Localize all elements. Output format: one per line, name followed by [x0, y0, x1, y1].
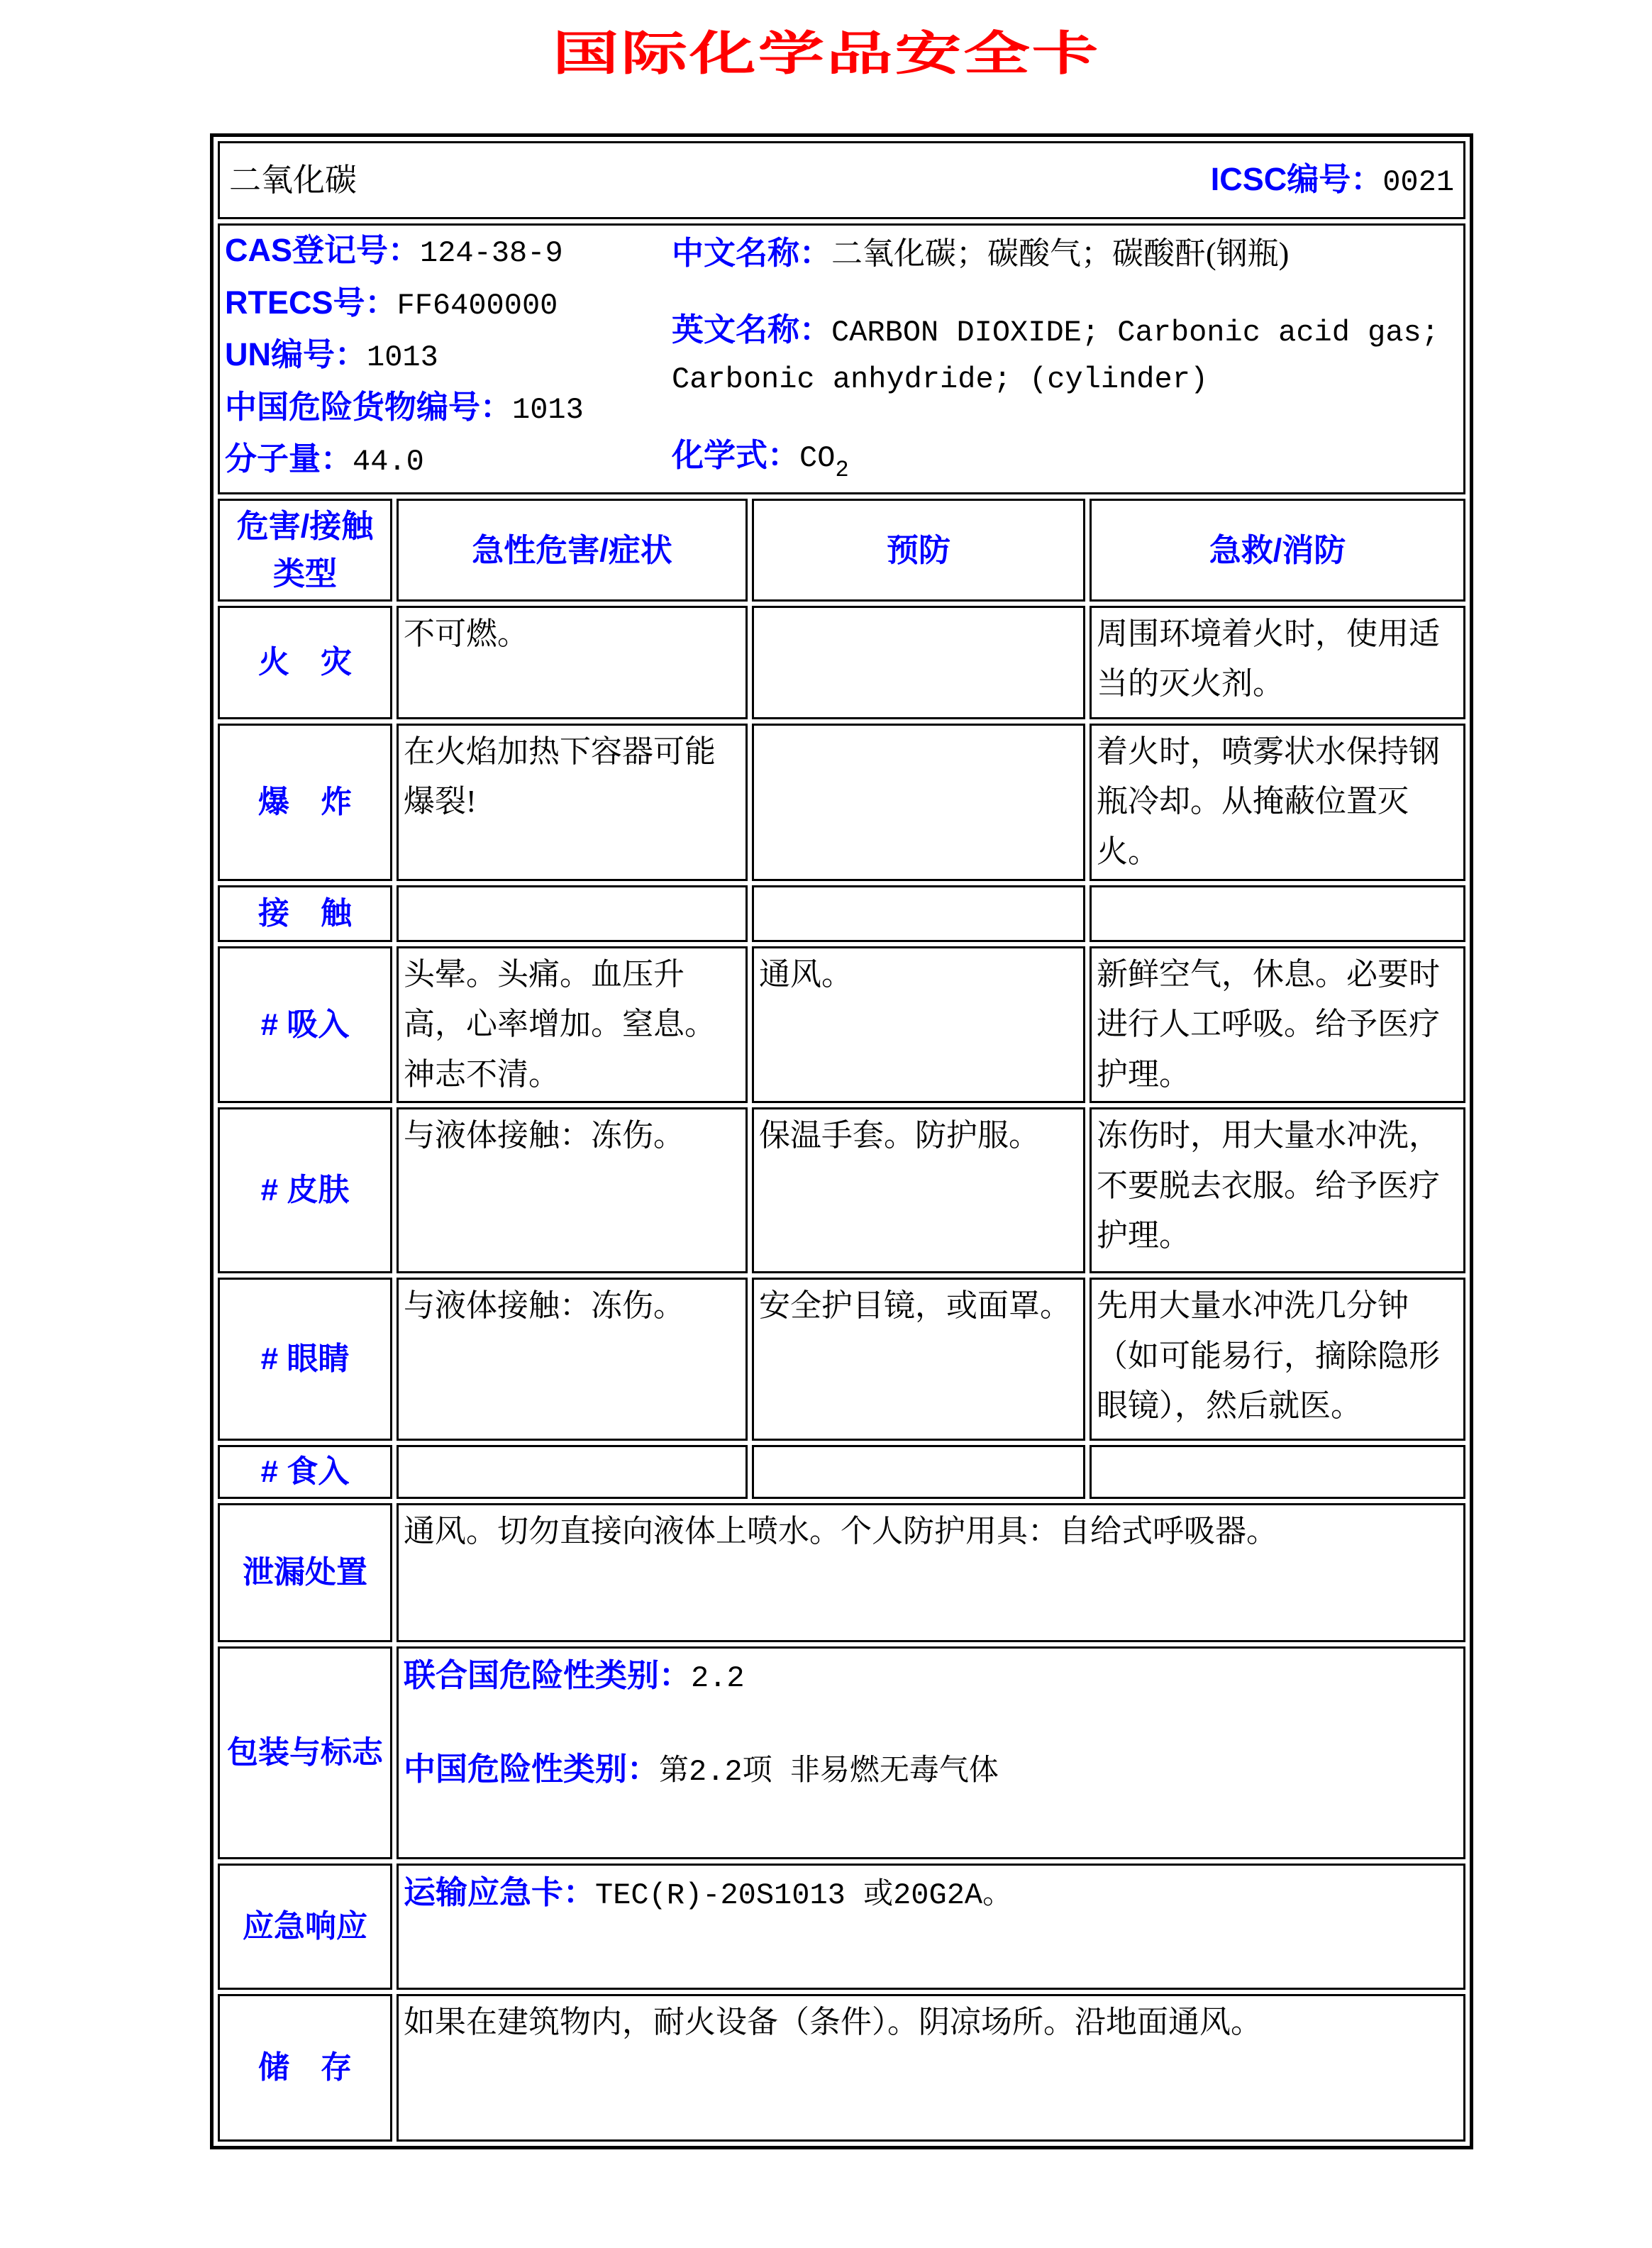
table-header-row — [218, 499, 1465, 602]
fire-row — [218, 606, 1465, 719]
cell-fire-firstaid: 周围环境着火时，使用适当的灭火剂。 — [1090, 606, 1465, 719]
cell-inhalation-prevention: 通风。 — [752, 946, 1085, 1103]
un-hazard-class-value: 2.2 — [691, 1661, 745, 1696]
cell-ingestion-symptoms — [397, 1445, 748, 1499]
skin-row — [218, 1107, 1465, 1273]
china-hazard-class-label: 中国危险性类别： — [404, 1751, 660, 1788]
molecular-weight-value: 44.0 — [353, 445, 424, 480]
safety-card-table — [210, 133, 1473, 2149]
eyes-row — [218, 1278, 1465, 1441]
chinese-name-line — [672, 230, 1458, 277]
document-title — [0, 16, 1652, 83]
header-acute-symptoms: 急性危害/症状 — [397, 499, 748, 602]
row-label-ingestion: # 食入 — [218, 1445, 392, 1499]
cell-contact-prevention — [752, 885, 1085, 942]
icsc-number-label: ICSC编号： — [1210, 160, 1383, 197]
row-label-emergency-response: 应急响应 — [218, 1864, 392, 1990]
chemical-formula-base: CO — [799, 441, 836, 475]
row-label-inhalation: # 吸入 — [218, 946, 392, 1103]
cell-eyes-symptoms: 与液体接触：冻伤。 — [397, 1278, 748, 1441]
cell-contact-symptoms — [397, 885, 748, 942]
chinese-name-label: 中文名称： — [672, 235, 832, 271]
china-dg-number-value: 1013 — [512, 392, 584, 427]
molecular-weight-line — [225, 438, 672, 482]
emergency-response-row — [218, 1864, 1465, 1990]
identification-row — [218, 141, 1465, 219]
china-dg-number-line — [225, 387, 672, 430]
cell-ingestion-firstaid — [1090, 1445, 1465, 1499]
packing-labelling-row — [218, 1646, 1465, 1859]
row-label-fire: 火 灾 — [218, 606, 392, 719]
cas-number-value: 124-38-9 — [420, 236, 563, 270]
header-hazard-type: 危害/接触类型 — [218, 499, 392, 602]
cell-inhalation-firstaid: 新鲜空气，休息。必要时进行人工呼吸。给予医疗护理。 — [1090, 946, 1465, 1103]
row-label-eyes: # 眼睛 — [218, 1278, 392, 1441]
chemical-formula-label: 化学式： — [672, 436, 800, 473]
cell-fire-prevention — [752, 606, 1085, 719]
cell-eyes-firstaid: 先用大量水冲洗几分钟（如可能易行，摘除隐形眼镜），然后就医。 — [1090, 1278, 1465, 1441]
identification-flex — [225, 154, 1458, 206]
rtecs-number-line — [225, 282, 672, 326]
contact-row — [218, 885, 1465, 942]
molecular-weight-label: 分子量： — [225, 441, 353, 477]
cell-explosion-firstaid: 着火时，喷雾状水保持钢瓶冷却。从掩蔽位置灭火。 — [1090, 724, 1465, 881]
row-label-packing-labelling: 包装与标志 — [218, 1646, 392, 1859]
cell-fire-symptoms: 不可燃。 — [397, 606, 748, 719]
english-name-line — [672, 306, 1458, 402]
info-row — [218, 223, 1465, 494]
header-firstaid-firefighting: 急救/消防 — [1090, 499, 1465, 602]
substance-name: 二氧化碳 — [229, 162, 357, 198]
explosion-row — [218, 724, 1465, 881]
cell-eyes-prevention: 安全护目镜，或面罩。 — [752, 1278, 1085, 1441]
cell-storage-text: 如果在建筑物内，耐火设备（条件）。阴凉场所。沿地面通风。 — [397, 1994, 1465, 2142]
china-hazard-class-value: 第2.2项 非易燃无毒气体 — [659, 1755, 999, 1790]
storage-row — [218, 1994, 1465, 2142]
un-number-line — [225, 334, 672, 377]
chinese-name-value: 二氧化碳；碳酸气；碳酸酐(钢瓶) — [831, 236, 1290, 271]
info-columns — [225, 227, 1458, 491]
transport-emergency-card-label: 运输应急卡： — [404, 1874, 596, 1911]
info-cell — [218, 223, 1465, 494]
china-dg-number-label: 中国危险货物编号： — [225, 388, 513, 425]
cell-emergency-response — [397, 1864, 1465, 1990]
cell-skin-symptoms: 与液体接触：冻伤。 — [397, 1107, 748, 1273]
english-name-value: CARBON DIOXIDE; Carbonic acid gas; Carbonic anhydride; (cylinder) — [672, 316, 1439, 397]
english-name-label: 英文名称： — [672, 311, 832, 348]
cell-ingestion-prevention — [752, 1445, 1085, 1499]
cell-packing-labelling — [397, 1646, 1465, 1859]
ingestion-row — [218, 1445, 1465, 1499]
china-hazard-class-line — [404, 1744, 1458, 1796]
cell-skin-firstaid: 冻伤时，用大量水冲洗，不要脱去衣服。给予医疗护理。 — [1090, 1107, 1465, 1273]
row-label-skin: # 皮肤 — [218, 1107, 392, 1273]
transport-emergency-card-value: TEC(R)-20S1013 或20G2A。 — [595, 1878, 1013, 1913]
cell-explosion-symptoms: 在火焰加热下容器可能爆裂! — [397, 724, 748, 881]
row-label-storage: 储 存 — [218, 1994, 392, 2142]
identification-cell — [218, 141, 1465, 219]
row-label-spill-disposal: 泄漏处置 — [218, 1503, 392, 1642]
row-label-contact: 接 触 — [218, 885, 392, 942]
cell-explosion-prevention — [752, 724, 1085, 881]
cell-inhalation-symptoms: 头晕。头痛。血压升高，心率增加。窒息。神志不清。 — [397, 946, 748, 1103]
header-prevention: 预防 — [752, 499, 1085, 602]
cell-contact-firstaid — [1090, 885, 1465, 942]
cas-number-line — [225, 230, 672, 273]
un-hazard-class-label: 联合国危险性类别： — [404, 1657, 692, 1694]
info-right-column — [672, 227, 1458, 491]
cell-skin-prevention: 保温手套。防护服。 — [752, 1107, 1085, 1273]
info-left-column — [225, 227, 672, 491]
un-number-value: 1013 — [367, 340, 438, 375]
chemical-formula-line — [672, 432, 1458, 487]
inhalation-row — [218, 946, 1465, 1103]
rtecs-number-label: RTECS号： — [225, 284, 397, 321]
document-title-text: 国际化学品安全卡 — [552, 26, 1100, 81]
chemical-formula-subscript: 2 — [835, 456, 849, 483]
cas-number-label: CAS登记号： — [225, 232, 421, 268]
icsc-number-group — [1211, 154, 1454, 206]
cell-spill-disposal-text: 通风。切勿直接向液体上喷水。个人防护用具：自给式呼吸器。 — [397, 1503, 1465, 1642]
row-label-explosion: 爆 炸 — [218, 724, 392, 881]
un-number-label: UN编号： — [225, 336, 367, 373]
un-hazard-class-line — [404, 1650, 1458, 1702]
icsc-number-value: 0021 — [1382, 165, 1455, 199]
rtecs-number-value: FF6400000 — [397, 288, 558, 323]
spill-disposal-row — [218, 1503, 1465, 1642]
